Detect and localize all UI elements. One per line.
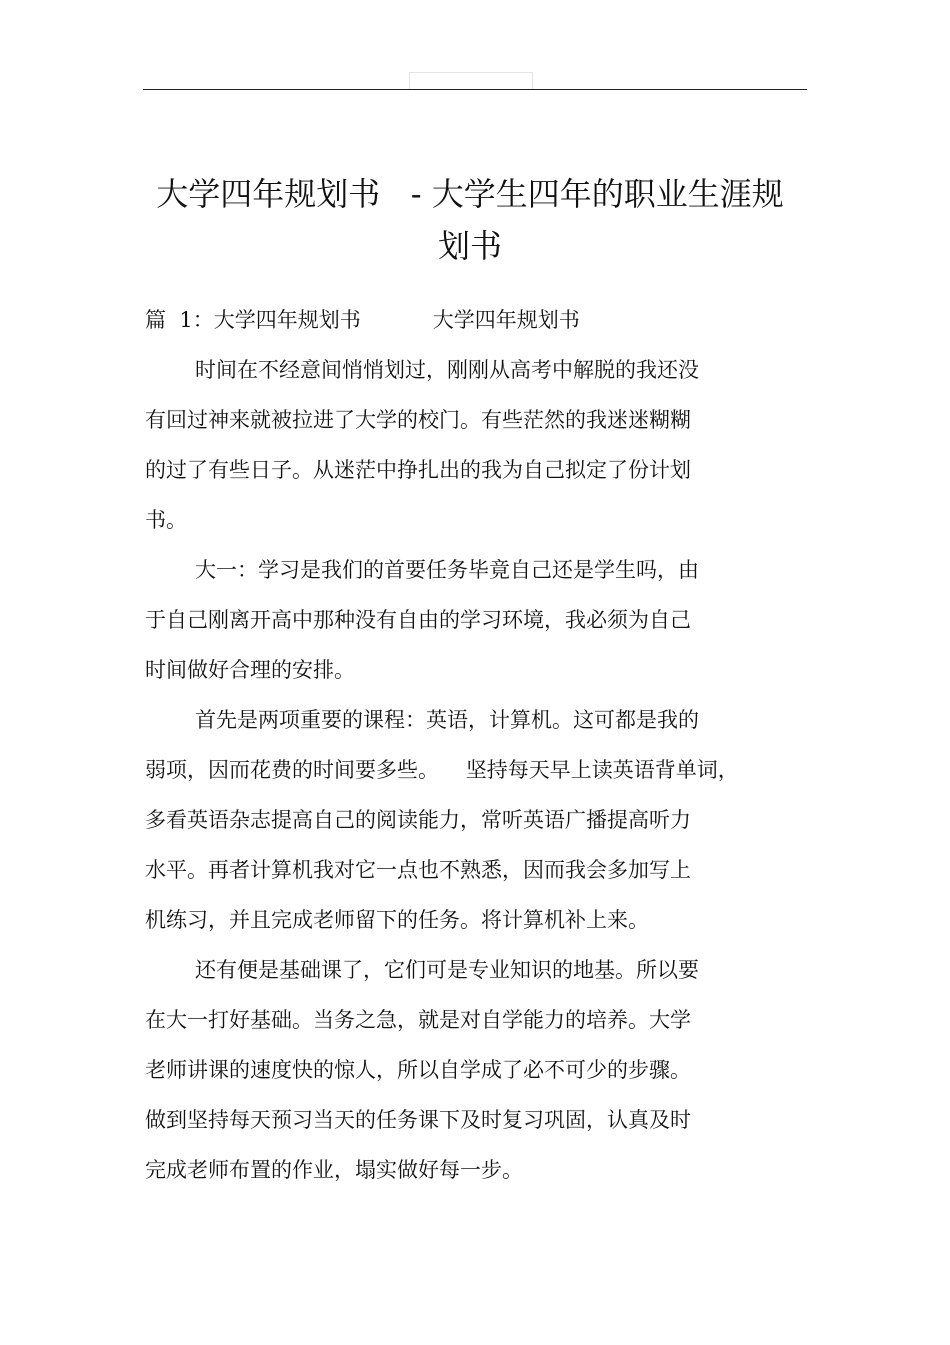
paragraph-line: 时间做好合理的安排。 [145, 658, 355, 682]
paragraph-line: 在大一打好基础。当务之急，就是对自学能力的培养。大学 [145, 1008, 691, 1032]
paragraph-line: 做到坚持每天预习当天的任务课下及时复习巩固，认真及时 [145, 1108, 691, 1132]
title-line-1: 大学四年规划书 - 大学生四年的职业生涯规 [156, 175, 784, 213]
paragraph-4 [145, 945, 699, 1195]
paragraph-line: 书。 [145, 508, 187, 532]
section-subtitle: 大学四年规划书 [432, 308, 580, 332]
document-title [130, 168, 810, 272]
header-rule [143, 89, 807, 90]
paragraph-line: 还有便是基础课了，它们可是专业知识的地基。所以要 [195, 958, 699, 982]
paragraph-line: 有回过神来就被拉进了大学的校门。有些茫然的我迷迷糊糊 [145, 408, 691, 432]
paragraph-line: 首先是两项重要的课程：英语，计算机。这可都是我的 [195, 708, 699, 732]
paragraph-line: 大一：学习是我们的首要任务毕竟自己还是学生吗，由 [195, 558, 699, 582]
paragraph-line: 的过了有些日子。从迷茫中挣扎出的我为自己拟定了份计划 [145, 458, 691, 482]
paragraph-1 [145, 345, 699, 545]
paragraph-line: 弱项，因而花费的时间要多些。 坚持每天早上读英语背单词， [145, 758, 739, 782]
paragraph-line: 时间在不经意间悄悄划过，刚刚从高考中解脱的我还没 [195, 358, 699, 382]
paragraph-line: 完成老师布置的作业，塌实做好每一步。 [145, 1158, 523, 1182]
section-heading [145, 304, 580, 336]
paragraph-2 [145, 545, 699, 695]
paragraph-line: 于自己刚离开高中那种没有自由的学习环境，我必须为自己 [145, 608, 691, 632]
paragraph-line: 老师讲课的速度快的惊人，所以自学成了必不可少的步骤。 [145, 1058, 691, 1082]
title-line-2: 划书 [437, 227, 502, 265]
section-label: 篇 1：大学四年规划书 [145, 308, 361, 332]
paragraph-3 [145, 695, 739, 945]
header-tab [409, 72, 533, 89]
paragraph-line: 机练习，并且完成老师留下的任务。将计算机补上来。 [145, 908, 649, 932]
paragraph-line: 多看英语杂志提高自己的阅读能力，常听英语广播提高听力 [145, 808, 691, 832]
paragraph-line: 水平。再者计算机我对它一点也不熟悉，因而我会多加写上 [145, 858, 691, 882]
